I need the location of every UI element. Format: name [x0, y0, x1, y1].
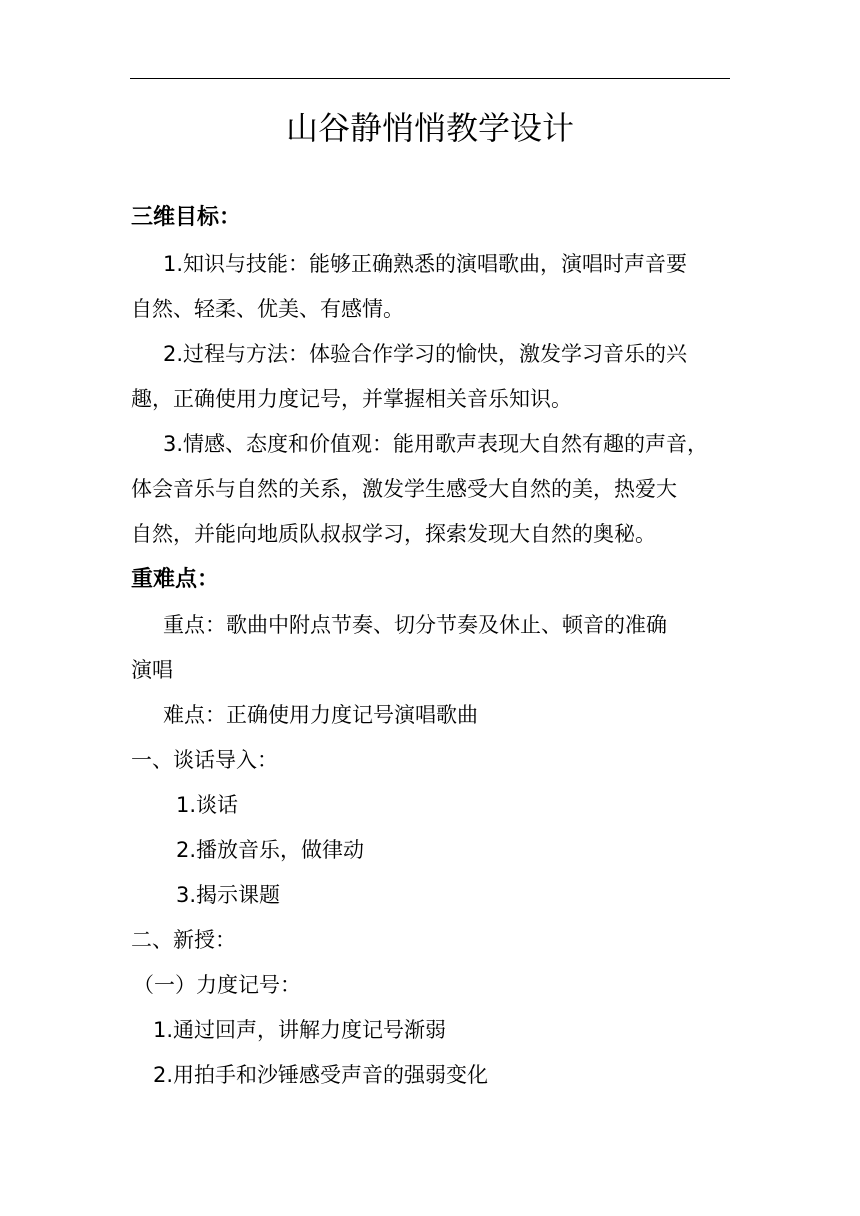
objective-3-line-2: 体会音乐与自然的关系，激发学生感受大自然的美，热爱大 — [131, 477, 677, 501]
subsection-1-item-2: 2.用拍手和沙锤感受声音的强弱变化 — [153, 1063, 489, 1087]
subsection-1-heading: （一）力度记号： — [133, 973, 301, 997]
section-1-heading: 一、谈话导入： — [131, 748, 278, 772]
section-1-item-1: 1.谈话 — [176, 793, 239, 817]
key-point-line-2: 演唱 — [131, 658, 173, 682]
subsection-1-item-1: 1.通过回声，讲解力度记号渐弱 — [153, 1018, 447, 1042]
objective-2-line-2: 趣，正确使用力度记号，并掌握相关音乐知识。 — [131, 387, 572, 411]
difficult-point: 难点：正确使用力度记号演唱歌曲 — [163, 703, 478, 727]
document-title: 山谷静悄悄教学设计 — [285, 109, 574, 147]
key-points-heading: 重难点： — [131, 567, 220, 592]
section-1-item-3: 3.揭示课题 — [176, 883, 281, 907]
section-2-heading: 二、新授： — [131, 928, 236, 952]
objective-3-line-1: 3.情感、态度和价值观：能用歌声表现大自然有趣的声音， — [163, 432, 709, 456]
header-rule — [130, 78, 730, 79]
section-1-item-2: 2.播放音乐，做律动 — [176, 838, 365, 862]
objectives-heading: 三维目标： — [131, 205, 242, 230]
objective-1-line-2: 自然、轻柔、优美、有感情。 — [131, 297, 404, 321]
objective-2-line-1: 2.过程与方法：体验合作学习的愉快，激发学习音乐的兴 — [163, 342, 688, 366]
objective-1-line-1: 1.知识与技能：能够正确熟悉的演唱歌曲，演唱时声音要 — [163, 252, 688, 276]
objective-3-line-3: 自然，并能向地质队叔叔学习，探索发现大自然的奥秘。 — [131, 522, 656, 546]
key-point-line-1: 重点：歌曲中附点节奏、切分节奏及休止、顿音的准确 — [163, 613, 667, 637]
